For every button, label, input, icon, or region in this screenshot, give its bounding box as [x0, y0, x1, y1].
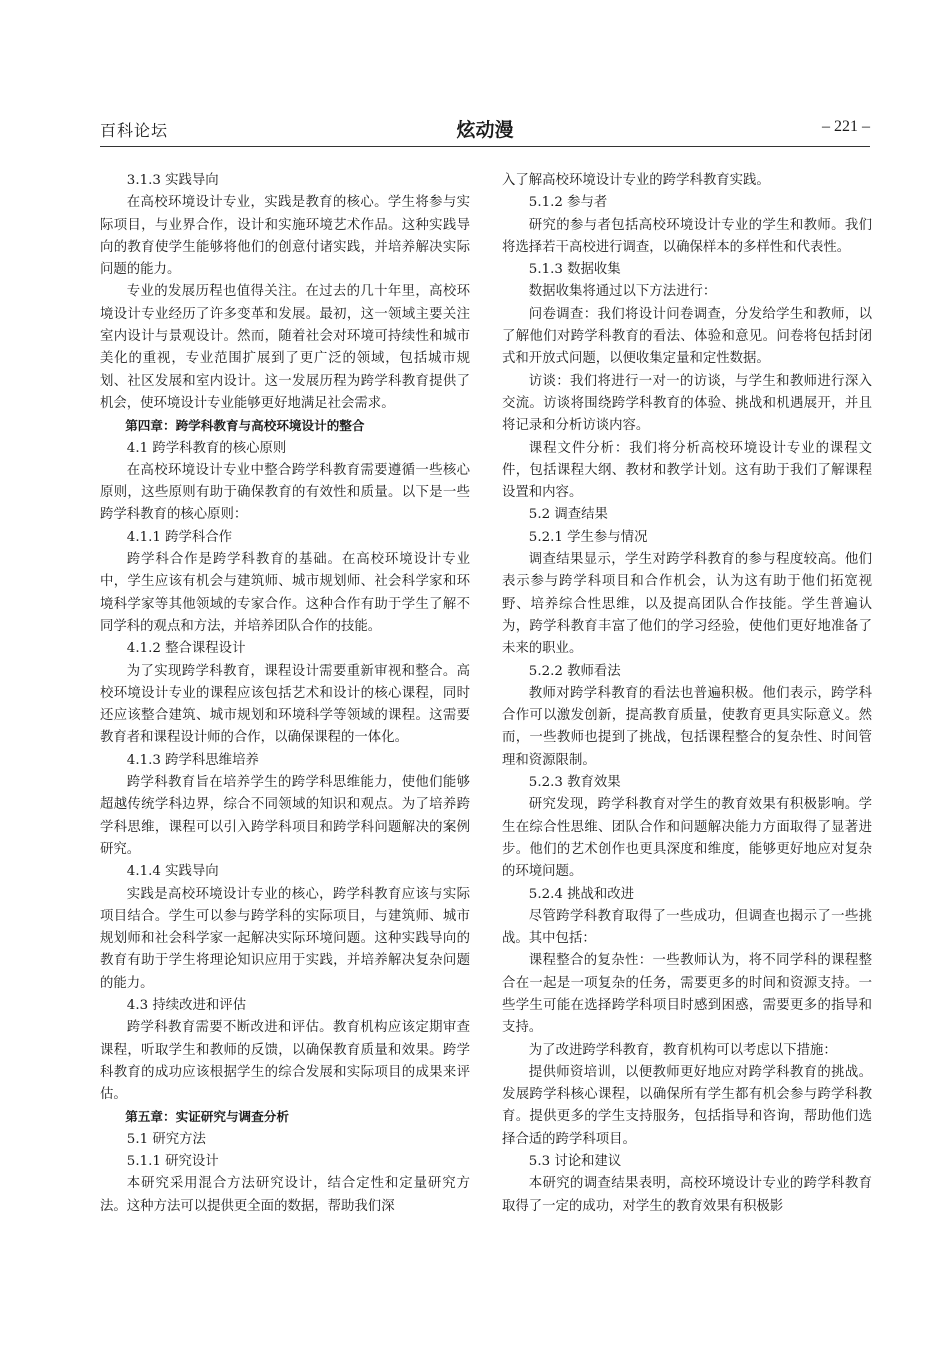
right-paragraph: 访谈：我们将进行一对一的访谈，与学生和教师进行深入交流。访谈将围绕跨学科教育的体验、挑战和机遇展开，并且将记录和分析访谈内容。 [502, 373, 872, 434]
left-section-heading: 4.1.1 跨学科合作 [126, 529, 233, 545]
journal-section-label: 百科论坛 [100, 121, 169, 140]
right-paragraph: 为了改进跨学科教育，教育机构可以考虑以下措施： [528, 1042, 837, 1058]
left-chapter-heading: 第五章：实证研究与调查分析 [125, 1109, 289, 1125]
left-section-heading: 4.1.2 整合课程设计 [126, 641, 246, 657]
left-section-heading: 5.1 研究方法 [126, 1131, 206, 1147]
left-paragraph: 在高校环境设计专业中整合跨学科教育需要遵循一些核心原则，这些原则有助于确保教育的有效性和质量。以下是一些跨学科教育的核心原则： [100, 462, 470, 523]
left-section-heading: 4.3 持续改进和评估 [126, 997, 247, 1013]
left-paragraph: 为了实现跨学科教育，课程设计需要重新审视和整合。高校环境设计专业的课程应该包括艺术和设计的核心课程，同时还应该整合建筑、城市规划和环境科学等领域的课程。这需要教育者和课程设计师的合作，以确保课程的一体化。 [100, 663, 470, 746]
right-column [502, 170, 872, 1218]
left-paragraph: 本研究采用混合方法研究设计，结合定性和定量研究方法。这种方法可以提供更全面的数据，帮助我们深 [100, 1176, 470, 1214]
left-paragraph: 在高校环境设计专业，实践是教育的核心。学生将参与实际项目，与业界合作，设计和实施环境艺术作品。这种实践导向的教育使学生能够将他们的创意付诸实践，并培养解决实际问题的能力。 [100, 195, 470, 278]
right-paragraph: 提供师资培训，以便教师更好地应对跨学科教育的挑战。发展跨学科核心课程，以确保所有学生都有机会参与跨学科教育。提供更多的学生支持服务，包括指导和咨询，帮助他们选择合适的跨学科项目。 [502, 1064, 872, 1147]
left-paragraph: 专业的发展历程也值得关注。在过去的几十年里，高校环境设计专业经历了许多变革和发展。最初，这一领域主要关注室内设计与景观设计。然而，随着社会对环境可持续性和城市美化的重视，专业范围扩展到了更广泛的领域，包括城市规划、社区发展和室内设计。这一发展历程为跨学科教育提供了机会，使环境设计专业能够更好地满足社会需求。 [100, 284, 470, 411]
right-section-heading: 5.2.4 挑战和改进 [528, 886, 635, 902]
left-paragraph: 跨学科教育旨在培养学生的跨学科思维能力，使他们能够超越传统学科边界，综合不同领域的知识和观点。为了培养跨学科思维，课程可以引入跨学科项目和跨学科问题解决的案例研究。 [100, 775, 470, 857]
page-header [100, 118, 870, 144]
right-continued-paragraph: 入了解高校环境设计专业的跨学科教育实践。 [502, 173, 770, 188]
right-section-heading: 5.2.2 教师看法 [528, 663, 621, 679]
right-paragraph: 课程文件分析：我们将分析高校环境设计专业的课程文件，包括课程大纲、教材和教学计划。这有助于我们了解课程设置和内容。 [502, 440, 872, 501]
journal-title: 炫动漫 [456, 119, 514, 141]
left-section-heading: 5.1.1 研究设计 [126, 1154, 219, 1170]
header-rule [100, 146, 870, 147]
right-paragraph: 调查结果显示，学生对跨学科教育的参与程度较高。他们表示参与跨学科项目和合作机会，认为这有助于他们拓宽视野、培养综合性思维，以及提高团队合作技能。学生普遍认为，跨学科教育丰富了他们的学习经验，使他们更好地准备了未来的职业。 [502, 552, 872, 657]
right-section-heading: 5.2.3 教育效果 [528, 775, 621, 791]
left-column [100, 170, 470, 1218]
left-section-heading: 4.1.3 跨学科思维培养 [126, 752, 259, 768]
right-section-heading: 5.3 讨论和建议 [528, 1154, 622, 1170]
right-section-heading: 5.2 调查结果 [528, 507, 608, 523]
left-paragraph: 跨学科教育需要不断改进和评估。教育机构应该定期审查课程，听取学生和教师的反馈，以确保教育质量和效果。跨学科教育的成功应该根据学生的综合发展和实际项目的成果来评估。 [100, 1020, 470, 1103]
right-paragraph: 尽管跨学科教育取得了一些成功，但调查也揭示了一些挑战。其中包括： [502, 908, 872, 947]
left-section-heading: 3.1.3 实践导向 [126, 173, 219, 188]
right-paragraph: 课程整合的复杂性：一些教师认为，将不同学科的课程整合在一起是一项复杂的任务，需要更多的时间和资源支持。一些学生可能在选择跨学科项目时感到困惑，需要更多的指导和支持。 [502, 953, 872, 1036]
right-paragraph: 研究的参与者包括高校环境设计专业的学生和教师。我们将选择若干高校进行调查，以确保样本的多样性和代表性。 [502, 217, 872, 255]
right-paragraph: 研究发现，跨学科教育对学生的教育效果有积极影响。学生在综合性思维、团队合作和问题解决能力方面取得了显著进步。他们的艺术创作也更具深度和维度，能够更好地应对复杂的环境问题。 [502, 797, 872, 880]
page-number: – 221 – [822, 118, 870, 135]
right-section-heading: 5.2.1 学生参与情况 [528, 529, 648, 545]
left-chapter-heading: 第四章：跨学科教育与高校环境设计的整合 [125, 418, 365, 434]
right-paragraph: 本研究的调查结果表明，高校环境设计专业的跨学科教育取得了一定的成功，对学生的教育效果有积极影 [502, 1176, 872, 1214]
left-paragraph: 实践是高校环境设计专业的核心，跨学科教育应该与实际项目结合。学生可以参与跨学科的实际项目，与建筑师、城市规划师和社会科学家一起解决实际环境问题。这种实践导向的教育有助于学生将理论知识应用于实践，并培养解决复杂问题的能力。 [100, 886, 470, 991]
right-paragraph: 问卷调查：我们将设计问卷调查，分发给学生和教师，以了解他们对跨学科教育的看法、体验和意见。问卷将包括封闭式和开放式问题，以便收集定量和定性数据。 [502, 306, 872, 367]
left-section-heading: 4.1.4 实践导向 [126, 864, 219, 880]
right-section-heading: 5.1.2 参与者 [528, 195, 608, 211]
right-paragraph: 教师对跨学科教育的看法也普遍积极。他们表示，跨学科合作可以激发创新，提高教育质量，使教育更具实际意义。然而，一些教师也提到了挑战，包括课程整合的复杂性、时间管理和资源限制。 [502, 685, 872, 768]
right-paragraph: 数据收集将通过以下方法进行： [528, 284, 717, 300]
right-section-heading: 5.1.3 数据收集 [528, 262, 621, 278]
left-paragraph: 跨学科合作是跨学科教育的基础。在高校环境设计专业中，学生应该有机会与建筑师、城市规划师、社会科学家和环境科学家等其他领域的专家合作。这种合作有助于学生了解不同学科的观点和方法，并培养团队合作的技能。 [100, 552, 470, 634]
left-section-heading: 4.1 跨学科教育的核心原则 [126, 440, 287, 456]
